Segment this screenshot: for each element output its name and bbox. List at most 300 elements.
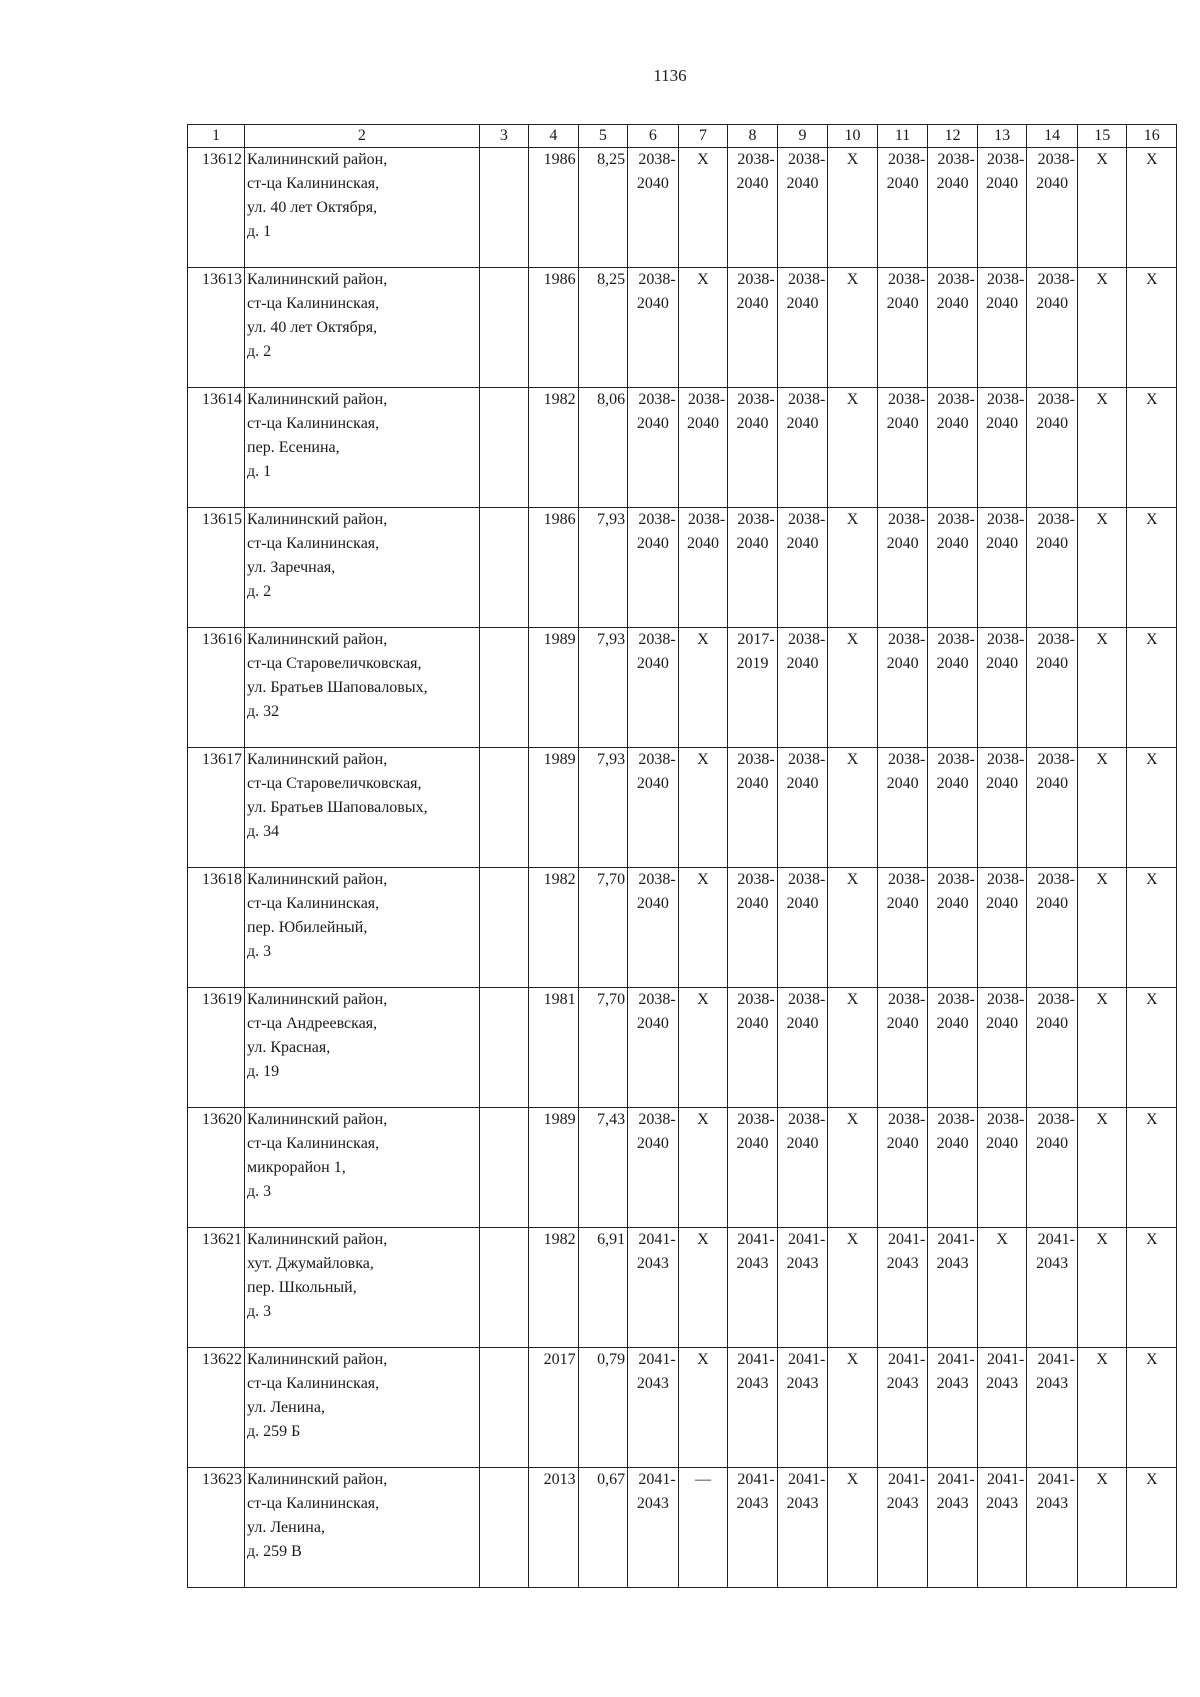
period-cell — [628, 1468, 679, 1588]
address-line: д. 3 — [247, 1303, 272, 1320]
period-line: 2038- — [888, 511, 926, 528]
period-cell — [977, 268, 1027, 388]
period-line: 2040 — [686, 415, 719, 432]
period-line: 2040 — [986, 1015, 1019, 1032]
period-cell — [628, 508, 679, 628]
address-line: ул. Братьев Шаповаловых, — [247, 679, 428, 696]
value-cell: 8,06 — [578, 388, 628, 508]
period-cell — [728, 1228, 778, 1348]
mark-cell: X — [1077, 388, 1127, 508]
period-cell — [877, 148, 928, 268]
period-line: 2038- — [888, 751, 926, 768]
address-cell — [245, 1348, 480, 1468]
period-cell — [928, 148, 978, 268]
period-line: 2038- — [987, 991, 1025, 1008]
period-line: 2038- — [638, 631, 676, 648]
period-line: 2040 — [736, 415, 769, 432]
period-line: 2041- — [1037, 1471, 1075, 1488]
period-cell — [1027, 1228, 1078, 1348]
period-line: 2038- — [987, 271, 1025, 288]
period-line: 2040 — [936, 175, 969, 192]
row-number: 13616 — [188, 628, 245, 748]
address-line: ул. Братьев Шаповаловых, — [247, 799, 428, 816]
period-line: 2038- — [1037, 1111, 1075, 1128]
period-cell — [928, 388, 978, 508]
address-line: Калининский район, — [247, 631, 388, 648]
period-cell — [777, 1108, 828, 1228]
period-cell — [628, 1108, 679, 1228]
row-number: 13618 — [188, 868, 245, 988]
period-cell — [777, 748, 828, 868]
period-cell — [977, 748, 1027, 868]
period-line: 2043 — [886, 1375, 919, 1392]
period-cell — [728, 508, 778, 628]
mark-cell: X — [678, 988, 728, 1108]
table-row — [188, 508, 1177, 628]
period-line: 2043 — [786, 1255, 819, 1272]
column-header: 14 — [1027, 125, 1078, 148]
address-line: ст-ца Калининская, — [247, 1495, 380, 1512]
period-line: 2043 — [636, 1495, 669, 1512]
address-line: Калининский район, — [247, 511, 388, 528]
period-cell — [1027, 1108, 1078, 1228]
table-row — [188, 388, 1177, 508]
mark-cell: X — [1077, 1108, 1127, 1228]
period-cell — [1027, 1348, 1078, 1468]
value-cell: 7,70 — [578, 988, 628, 1108]
address-cell — [245, 1108, 480, 1228]
period-line: 2043 — [986, 1375, 1019, 1392]
column-3-cell — [479, 748, 529, 868]
row-number: 13614 — [188, 388, 245, 508]
column-3-cell — [479, 628, 529, 748]
period-line: 2040 — [986, 535, 1019, 552]
period-line: 2041- — [1037, 1351, 1075, 1368]
period-line: 2043 — [786, 1495, 819, 1512]
period-cell — [777, 628, 828, 748]
period-cell — [977, 868, 1027, 988]
mark-cell: X — [1127, 628, 1177, 748]
row-number: 13615 — [188, 508, 245, 628]
address-line: Калининский район, — [247, 1351, 388, 1368]
period-cell — [928, 868, 978, 988]
mark-cell: X — [828, 268, 878, 388]
period-line: 2040 — [886, 775, 919, 792]
period-line: 2038- — [638, 751, 676, 768]
table-row — [188, 148, 1177, 268]
column-header: 16 — [1127, 125, 1177, 148]
mark-cell: X — [1077, 1228, 1127, 1348]
period-cell — [777, 868, 828, 988]
column-header: 13 — [977, 125, 1027, 148]
period-line: 2040 — [986, 295, 1019, 312]
address-line: ст-ца Калининская, — [247, 895, 380, 912]
period-cell — [728, 1468, 778, 1588]
column-3-cell — [479, 868, 529, 988]
mark-cell: X — [1127, 988, 1177, 1108]
period-cell — [977, 1108, 1027, 1228]
period-line: 2041- — [937, 1231, 975, 1248]
period-line: 2043 — [736, 1255, 769, 1272]
period-line: 2040 — [1036, 1015, 1069, 1032]
year-cell: 1982 — [529, 388, 579, 508]
period-line: 2043 — [1036, 1375, 1069, 1392]
period-line: 2038- — [937, 751, 975, 768]
table-row — [188, 268, 1177, 388]
period-cell — [1027, 1468, 1078, 1588]
period-line: 2040 — [886, 895, 919, 912]
mark-cell: X — [678, 1348, 728, 1468]
address-line: ул. 40 лет Октября, — [247, 199, 378, 216]
period-line: 2040 — [886, 1015, 919, 1032]
period-cell — [777, 1348, 828, 1468]
period-line: 2040 — [886, 535, 919, 552]
address-cell — [245, 388, 480, 508]
period-line: 2038- — [888, 391, 926, 408]
period-cell — [777, 1468, 828, 1588]
period-line: 2038- — [1037, 151, 1075, 168]
address-line: ул. Заречная, — [247, 559, 336, 576]
period-line: 2041- — [1037, 1231, 1075, 1248]
period-line: 2038- — [787, 271, 826, 288]
address-line: д. 259 Б — [247, 1423, 301, 1440]
period-line: 2040 — [1036, 775, 1069, 792]
page-number: 1136 — [653, 66, 687, 85]
period-line: 2040 — [936, 535, 969, 552]
mark-cell: X — [828, 868, 878, 988]
period-cell — [877, 1228, 928, 1348]
period-line: 2038- — [687, 511, 726, 528]
mark-cell: X — [678, 1108, 728, 1228]
period-line: 2038- — [987, 871, 1025, 888]
address-line: ст-ца Калининская, — [247, 535, 380, 552]
period-line: 2040 — [736, 175, 769, 192]
period-line: 2040 — [936, 1015, 969, 1032]
value-cell: 6,91 — [578, 1228, 628, 1348]
column-header: 5 — [578, 125, 628, 148]
period-line: 2038- — [987, 511, 1025, 528]
mark-cell: X — [828, 988, 878, 1108]
period-line: 2041- — [937, 1351, 975, 1368]
period-line: 2038- — [987, 151, 1025, 168]
address-line: ул. Красная, — [247, 1039, 331, 1056]
period-line: 2038- — [1037, 391, 1075, 408]
period-line: 2040 — [786, 295, 819, 312]
address-line: Калининский район, — [247, 151, 388, 168]
year-cell: 1982 — [529, 868, 579, 988]
period-line: 2040 — [786, 175, 819, 192]
address-line: Калининский район, — [247, 871, 388, 888]
column-header: 11 — [877, 125, 928, 148]
period-line: 2038- — [987, 391, 1025, 408]
period-line: 2040 — [636, 655, 669, 672]
year-cell: 1981 — [529, 988, 579, 1108]
period-line: 2038- — [638, 511, 676, 528]
period-line: 2041- — [638, 1231, 676, 1248]
address-cell — [245, 1468, 480, 1588]
period-line: 2040 — [936, 295, 969, 312]
address-line: Калининский район, — [247, 991, 388, 1008]
address-line: д. 3 — [247, 943, 272, 960]
address-line: Калининский район, — [247, 751, 388, 768]
period-line: 2040 — [636, 535, 669, 552]
period-line: 2040 — [936, 655, 969, 672]
period-line: 2043 — [986, 1495, 1019, 1512]
period-cell — [928, 628, 978, 748]
table-body — [188, 148, 1177, 1588]
value-cell: 8,25 — [578, 268, 628, 388]
address-line: д. 1 — [247, 463, 272, 480]
table-row — [188, 1348, 1177, 1468]
period-line: 2041- — [737, 1231, 775, 1248]
table-row — [188, 628, 1177, 748]
column-3-cell — [479, 268, 529, 388]
mark-cell: X — [678, 1228, 728, 1348]
address-line: ст-ца Старовеличковская, — [247, 775, 422, 792]
period-line: 2041- — [787, 1471, 826, 1488]
address-line: д. 19 — [247, 1063, 280, 1080]
period-cell — [628, 268, 679, 388]
period-cell — [928, 508, 978, 628]
mark-cell: X — [1077, 508, 1127, 628]
period-line: 2038- — [888, 1111, 926, 1128]
period-line: 2040 — [1036, 535, 1069, 552]
period-cell — [728, 628, 778, 748]
address-line: ул. 40 лет Октября, — [247, 319, 378, 336]
period-line: 2038- — [737, 511, 775, 528]
period-cell — [777, 508, 828, 628]
year-cell: 1989 — [529, 748, 579, 868]
period-cell — [777, 1228, 828, 1348]
period-cell — [877, 268, 928, 388]
period-cell — [877, 628, 928, 748]
address-line: Калининский район, — [247, 1231, 388, 1248]
period-cell — [977, 508, 1027, 628]
period-line: 2038- — [787, 751, 826, 768]
period-line: 2038- — [737, 1111, 775, 1128]
value-cell: 7,93 — [578, 748, 628, 868]
mark-cell: X — [1077, 148, 1127, 268]
address-line: ст-ца Калининская, — [247, 295, 380, 312]
period-line: 2041- — [787, 1231, 826, 1248]
mark-cell: X — [828, 1108, 878, 1228]
period-line: 2038- — [888, 871, 926, 888]
address-line: д. 3 — [247, 1183, 272, 1200]
year-cell: 2017 — [529, 1348, 579, 1468]
period-line: 2040 — [1036, 295, 1069, 312]
period-line: 2038- — [888, 631, 926, 648]
value-cell: 0,79 — [578, 1348, 628, 1468]
address-line: Калининский район, — [247, 391, 388, 408]
period-line: 2040 — [986, 775, 1019, 792]
period-cell — [628, 388, 679, 508]
address-cell — [245, 628, 480, 748]
period-line: 2040 — [786, 535, 819, 552]
year-cell: 1986 — [529, 268, 579, 388]
period-line: 2040 — [986, 1135, 1019, 1152]
period-line: 2038- — [888, 271, 926, 288]
row-number: 13612 — [188, 148, 245, 268]
mark-cell: X — [678, 148, 728, 268]
period-cell — [977, 988, 1027, 1108]
period-line: 2040 — [636, 1015, 669, 1032]
period-line: 2040 — [936, 895, 969, 912]
period-line: 2040 — [636, 295, 669, 312]
year-cell: 1986 — [529, 508, 579, 628]
period-line: 2038- — [787, 511, 826, 528]
period-line: 2043 — [786, 1375, 819, 1392]
period-line: 2040 — [886, 655, 919, 672]
mark-cell: X — [1127, 868, 1177, 988]
period-line: 2040 — [986, 415, 1019, 432]
period-cell — [977, 388, 1027, 508]
column-3-cell — [479, 1108, 529, 1228]
period-line: 2038- — [937, 991, 975, 1008]
period-line: 2038- — [787, 151, 826, 168]
period-line: 2038- — [787, 871, 826, 888]
mark-cell: X — [1077, 1348, 1127, 1468]
header-row — [188, 125, 1177, 148]
period-cell — [1027, 988, 1078, 1108]
period-line: 2040 — [936, 1135, 969, 1152]
period-line: 2040 — [1036, 415, 1069, 432]
mark-cell: X — [1077, 988, 1127, 1108]
period-line: 2038- — [937, 631, 975, 648]
mark-cell: X — [1077, 868, 1127, 988]
address-line: пер. Юбилейный, — [247, 919, 368, 936]
period-line: 2017- — [737, 631, 775, 648]
period-line: 2043 — [936, 1255, 969, 1272]
period-line: 2040 — [736, 1015, 769, 1032]
register-table — [187, 124, 1177, 1588]
period-line: 2040 — [786, 775, 819, 792]
mark-cell: X — [1077, 628, 1127, 748]
address-line: ул. Ленина, — [247, 1519, 325, 1536]
period-cell — [1027, 868, 1078, 988]
mark-cell: X — [1077, 268, 1127, 388]
period-line: 2041- — [638, 1471, 676, 1488]
period-cell — [928, 988, 978, 1108]
period-cell — [777, 988, 828, 1108]
mark-cell: X — [828, 748, 878, 868]
address-line: д. 259 В — [247, 1543, 302, 1560]
column-3-cell — [479, 388, 529, 508]
row-number: 13620 — [188, 1108, 245, 1228]
row-number: 13613 — [188, 268, 245, 388]
period-line: 2040 — [986, 655, 1019, 672]
period-cell — [728, 1108, 778, 1228]
period-cell — [728, 1348, 778, 1468]
period-line: 2038- — [787, 631, 826, 648]
period-line: 2038- — [888, 991, 926, 1008]
period-cell — [777, 388, 828, 508]
period-line: 2038- — [1037, 271, 1075, 288]
period-line: 2043 — [886, 1495, 919, 1512]
column-3-cell — [479, 508, 529, 628]
period-line: 2040 — [1036, 175, 1069, 192]
period-cell — [678, 508, 728, 628]
period-line: 2038- — [737, 151, 775, 168]
year-cell: 1986 — [529, 148, 579, 268]
mark-cell: X — [1077, 748, 1127, 868]
period-cell — [628, 988, 679, 1108]
period-line: 2043 — [936, 1375, 969, 1392]
period-cell — [1027, 508, 1078, 628]
period-line: 2038- — [1037, 871, 1075, 888]
period-cell — [777, 148, 828, 268]
period-cell — [977, 628, 1027, 748]
period-cell — [1027, 388, 1078, 508]
address-line: Калининский район, — [247, 1111, 388, 1128]
period-line: 2041- — [937, 1471, 975, 1488]
year-cell: 1989 — [529, 628, 579, 748]
period-line: 2038- — [987, 751, 1025, 768]
table-row — [188, 1108, 1177, 1228]
address-line: ст-ца Калининская, — [247, 175, 380, 192]
period-line: 2040 — [1036, 655, 1069, 672]
value-cell: 7,93 — [578, 628, 628, 748]
mark-cell: X — [828, 148, 878, 268]
mark-cell: X — [828, 1468, 878, 1588]
address-line: д. 34 — [247, 823, 280, 840]
period-line: 2038- — [787, 391, 826, 408]
period-line: 2041- — [737, 1351, 775, 1368]
mark-cell: X — [678, 868, 728, 988]
address-line: д. 32 — [247, 703, 280, 720]
period-line: 2041- — [787, 1351, 826, 1368]
period-cell — [728, 268, 778, 388]
period-line: 2040 — [786, 415, 819, 432]
value-cell: 7,43 — [578, 1108, 628, 1228]
column-header: 12 — [928, 125, 978, 148]
period-cell — [728, 748, 778, 868]
address-line: хут. Джумайловка, — [247, 1255, 374, 1272]
address-cell — [245, 868, 480, 988]
mark-cell: — — [678, 1468, 728, 1588]
period-cell — [728, 148, 778, 268]
period-cell — [777, 268, 828, 388]
period-line: 2038- — [638, 1111, 676, 1128]
period-line: 2019 — [736, 655, 769, 672]
period-cell — [728, 868, 778, 988]
address-line: ст-ца Калининская, — [247, 415, 380, 432]
period-line: 2038- — [937, 151, 975, 168]
year-cell: 1982 — [529, 1228, 579, 1348]
period-cell — [1027, 148, 1078, 268]
period-line: 2041- — [987, 1351, 1025, 1368]
period-line: 2040 — [886, 415, 919, 432]
period-cell — [728, 388, 778, 508]
address-cell — [245, 1228, 480, 1348]
column-3-cell — [479, 1468, 529, 1588]
address-cell — [245, 508, 480, 628]
column-header: 4 — [529, 125, 579, 148]
address-cell — [245, 748, 480, 868]
column-header: 10 — [828, 125, 878, 148]
period-cell — [1027, 268, 1078, 388]
mark-cell: X — [1127, 388, 1177, 508]
period-cell — [928, 748, 978, 868]
column-3-cell — [479, 148, 529, 268]
period-line: 2038- — [737, 751, 775, 768]
period-line: 2040 — [886, 295, 919, 312]
mark-cell: X — [1127, 1348, 1177, 1468]
period-cell — [928, 268, 978, 388]
address-cell — [245, 988, 480, 1108]
period-line: 2041- — [987, 1471, 1025, 1488]
period-cell — [928, 1228, 978, 1348]
period-cell — [678, 388, 728, 508]
